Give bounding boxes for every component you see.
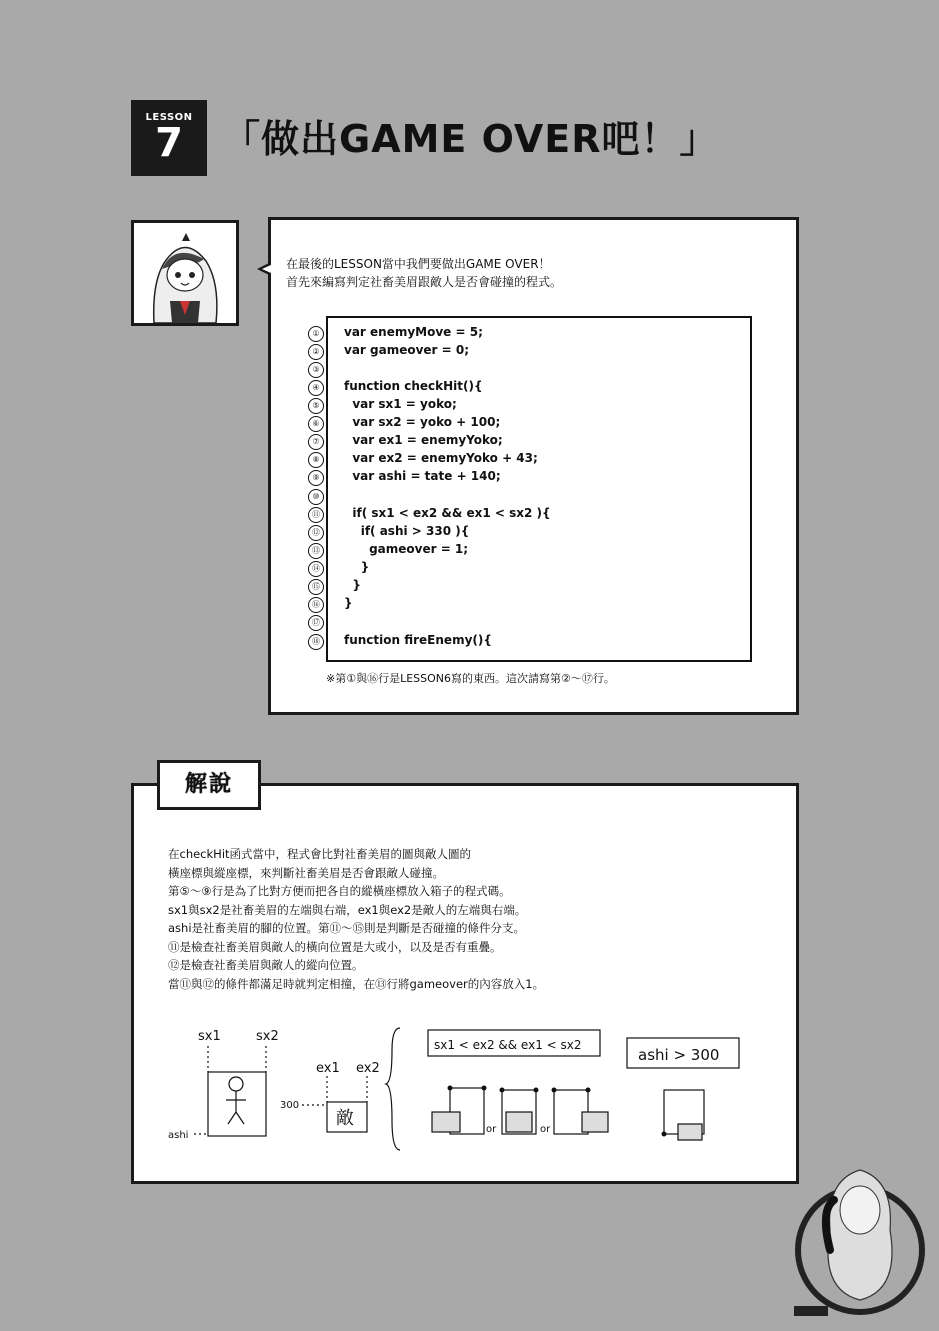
intro-line-1: 在最後的LESSON當中我們要做出GAME OVER！ xyxy=(286,257,551,271)
line-number: ⑥ xyxy=(308,416,324,432)
code-line: } xyxy=(344,596,353,610)
lesson-badge-word: LESSON xyxy=(145,112,193,123)
example-a-enemy xyxy=(432,1112,460,1132)
character-illustration xyxy=(134,223,236,323)
intro-line-2: 首先來編寫判定社畜美眉跟敵人是否會碰撞的程式。 xyxy=(286,275,563,289)
line-number: ④ xyxy=(308,380,324,396)
line-number: ⑩ xyxy=(308,489,324,505)
explanation-line: 在checkHit函式當中，程式會比對社畜美眉的圖與敵人圖的 xyxy=(168,847,472,861)
code-line: var ashi = tate + 140; xyxy=(344,469,501,483)
stick-figure-head xyxy=(229,1077,243,1091)
code-line: } xyxy=(344,560,370,574)
cond-y-text: ashi > 300 xyxy=(638,1046,720,1064)
explanation-line: ashi是社畜美眉的腳的位置。第⑪～⑮則是判斷是否碰撞的條件分支。 xyxy=(168,921,526,935)
player-box xyxy=(208,1072,266,1136)
code-box xyxy=(326,316,752,662)
line-number: ⑪ xyxy=(308,507,324,523)
dot xyxy=(662,1132,667,1137)
character-avatar xyxy=(131,220,239,326)
code-line: var ex1 = enemyYoko; xyxy=(344,433,503,447)
explanation-line: 第⑤～⑨行是為了比對方便而把各自的縱橫座標放入箱子的程式碼。 xyxy=(168,884,511,898)
stick-figure-body xyxy=(226,1091,246,1124)
explanation-label: 解說 xyxy=(184,772,233,797)
code-line: function fireEnemy(){ xyxy=(344,633,492,647)
brace xyxy=(386,1028,400,1150)
code-line: var enemyMove = 5; xyxy=(344,325,483,339)
code-line: } xyxy=(344,578,361,592)
label-ashi: ashi xyxy=(168,1130,189,1141)
label-sx2: sx2 xyxy=(256,1029,279,1044)
dot xyxy=(482,1086,487,1091)
dot xyxy=(552,1088,557,1093)
watermark-seal xyxy=(790,1140,930,1320)
line-number: ⑤ xyxy=(308,398,324,414)
label-300: 300 xyxy=(280,1100,300,1111)
label-sx1: sx1 xyxy=(198,1029,221,1044)
line-number: ⑮ xyxy=(308,579,324,595)
example-b-enemy xyxy=(506,1112,532,1132)
or-label-1: or xyxy=(486,1124,497,1135)
enemy-char: 敵 xyxy=(336,1108,354,1129)
line-number: ⑬ xyxy=(308,543,324,559)
example-y-enemy xyxy=(678,1124,702,1140)
explanation-line: ⑪是檢查社畜美眉與敵人的橫向位置是大或小，以及是否有重疊。 xyxy=(168,940,502,954)
label-ex2: ex2 xyxy=(356,1061,380,1076)
line-number: ⑯ xyxy=(308,597,324,613)
line-number: ③ xyxy=(308,362,324,378)
collision-diagram xyxy=(160,1020,760,1170)
dot xyxy=(534,1088,539,1093)
dot xyxy=(448,1086,453,1091)
code-line: if( sx1 < ex2 && ex1 < sx2 ){ xyxy=(344,506,551,520)
page-title: 「做出GAME OVER吧！」 xyxy=(222,117,719,161)
line-number: ⑱ xyxy=(308,634,324,650)
code-line: if( ashi > 330 ){ xyxy=(344,524,470,538)
label-ex1: ex1 xyxy=(316,1061,340,1076)
example-c-enemy xyxy=(582,1112,608,1132)
line-number: ⑰ xyxy=(308,615,324,631)
line-number: ⑫ xyxy=(308,525,324,541)
explanation-line: sx1與sx2是社畜美眉的左端與右端，ex1與ex2是敵人的左端與右端。 xyxy=(168,903,527,917)
dot xyxy=(500,1088,505,1093)
line-number: ⑭ xyxy=(308,561,324,577)
speech-tail xyxy=(257,262,271,276)
code-line: var sx2 = yoko + 100; xyxy=(344,415,501,429)
cond-x-text: sx1 < ex2 && ex1 < sx2 xyxy=(434,1038,582,1052)
line-number: ⑧ xyxy=(308,452,324,468)
explanation-line: 當⑪與⑫的條件都滿足時就判定相撞，在⑬行將gameover的內容放入1。 xyxy=(168,977,545,991)
line-number: ⑦ xyxy=(308,434,324,450)
or-label-2: or xyxy=(540,1124,551,1135)
explanation-line: ⑫是檢查社畜美眉與敵人的縱向位置。 xyxy=(168,958,364,972)
code-note: ※第①與⑯行是LESSON6寫的東西。這次請寫第②～⑰行。 xyxy=(326,672,615,685)
code-line: function checkHit(){ xyxy=(344,379,483,393)
line-number: ② xyxy=(308,344,324,360)
line-number: ① xyxy=(308,326,324,342)
explanation-line: 橫座標與縱座標，來判斷社畜美眉是否會跟敵人碰撞。 xyxy=(168,866,444,880)
dot xyxy=(586,1088,591,1093)
code-line: var ex2 = enemyYoko + 43; xyxy=(344,451,538,465)
lesson-badge xyxy=(131,100,207,176)
line-number: ⑨ xyxy=(308,470,324,486)
code-line: var gameover = 0; xyxy=(344,343,470,357)
code-line: var sx1 = yoko; xyxy=(344,397,457,411)
lesson-badge-number: 7 xyxy=(155,120,183,166)
explanation-tab xyxy=(157,760,261,810)
code-line: gameover = 1; xyxy=(344,542,469,556)
